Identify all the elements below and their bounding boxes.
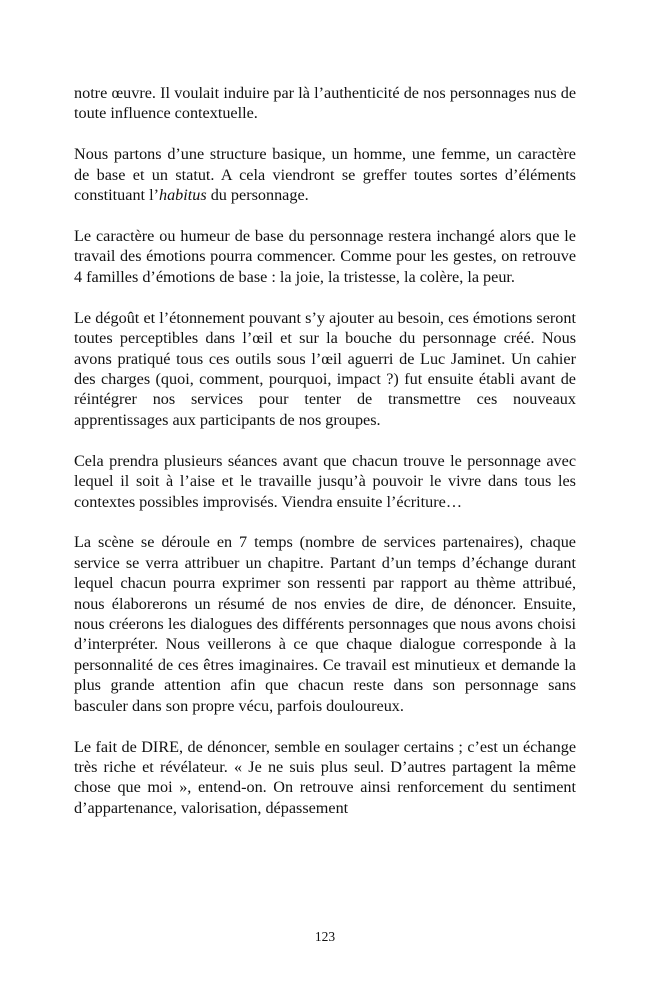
page-number: 123 [314,929,336,944]
paragraph [74,83,576,124]
paragraph [74,532,576,716]
paragraph-text: Cela prendra plusieurs séances avant que chacun trouve le personnage avec lequel il soit à l’aise et le travaille jusqu’à pouvoir le vivre dans tous les contextes possibles improvisés. Viendra ensuite l’écriture… [74,451,576,511]
paragraph [74,226,576,287]
paragraph-text: notre œuvre. Il voulait induire par là l’authenticité de nos personnages nus de toute influence contextuelle. [74,84,576,123]
paragraph [74,737,576,819]
italic-term: habitus [158,186,207,205]
paragraph-text: du personnage. [206,186,309,205]
paragraph-text: Nous partons d’une structure basique, un homme, une femme, un caractère de base et un statut. A cela viendront se greffer toutes sortes d’éléments constituant l’ [74,145,576,205]
paragraph-text: Le dégoût et l’étonnement pouvant s’y ajouter au besoin, ces émotions seront toutes perceptibles dans l’œil et sur la bouche du personnage créé. Nous avons pratiqué tous ces outils sous l’œil aguerri de Luc Jaminet. Un cahier des charges (quoi, comment, pourquoi, impact ?) fut ensuite établi avant de réintégrer nos services pour tenter de transmettre ces nouveaux apprentissages aux participants de nos groupes. [74,308,576,429]
paragraph-text: Le fait de DIRE, de dénoncer, semble en soulager certains ; c’est un échange très riche et révélateur. « Je ne suis plus seul. D’autres partagent la même chose que moi », entend-on. On retrouve ainsi renforcement du sentiment d’appartenance, valorisation, dépassement [74,737,576,817]
page-body [74,83,576,839]
paragraph [74,308,576,430]
paragraph [74,451,576,512]
paragraph-text: Le caractère ou humeur de base du personnage restera inchangé alors que le travail des émotions pourra commencer. Comme pour les gestes, on retrouve 4 familles d’émotions de base : la joie, la tristesse, la colère, la peur. [74,227,576,286]
paragraph [74,144,576,205]
paragraph-text: La scène se déroule en 7 temps (nombre de services partenaires), chaque service se verra attribuer un chapitre. Partant d’un temps d’échange durant lequel chacun pourra exprimer son ressenti par rapport au thème attribué, nous élaborerons un résumé de nos envies de dire, de dénoncer. Ensuite, nous créerons les dialogues des différents personnages que nous avons choisi d’interpréter. Nous veillerons à ce que chaque dialogue corresponde à la personnalité de ces êtres imaginaires. Ce travail est minutieux et demande la plus grande attention afin que chacun reste dans son personnage sans basculer dans son propre vécu, parfois douloureux. [74,533,576,715]
